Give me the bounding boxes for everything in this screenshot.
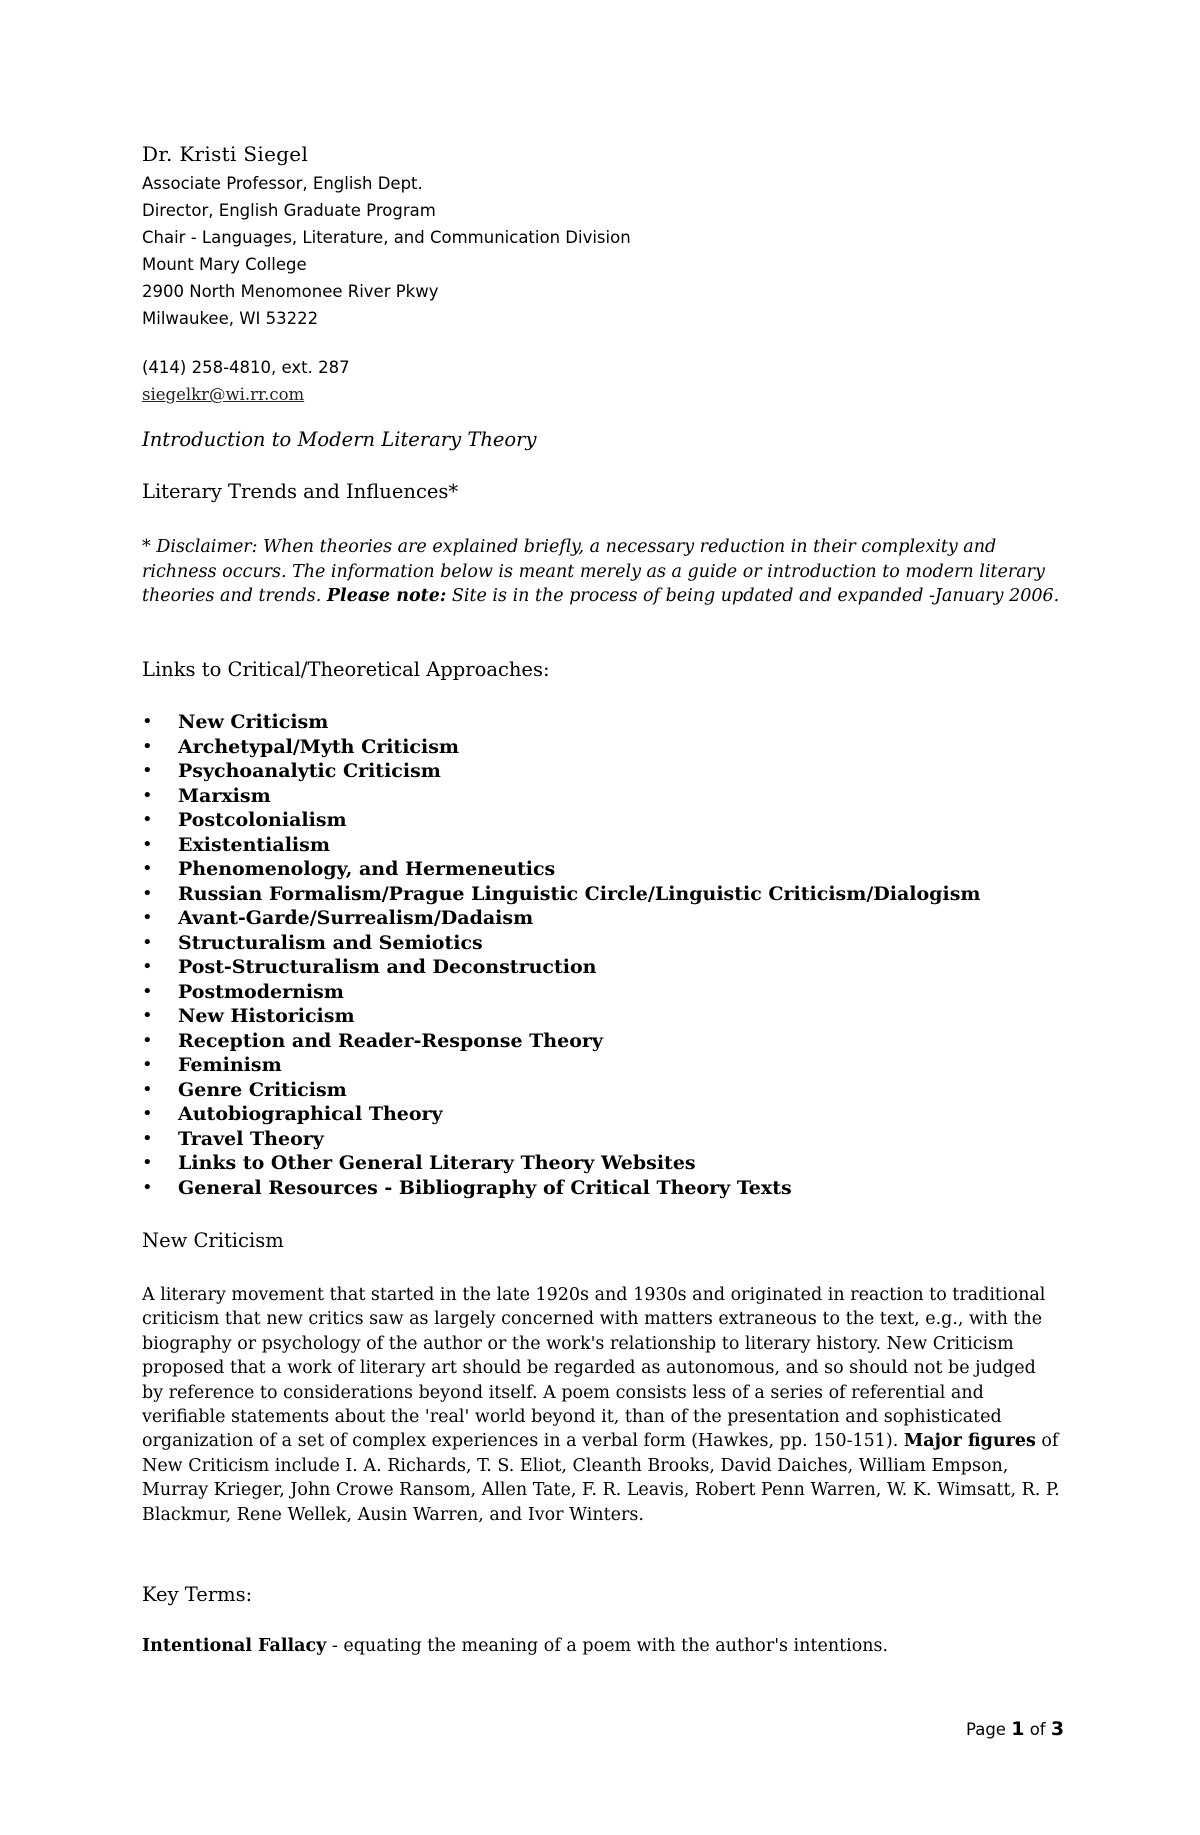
approach-link-avant-garde[interactable] (142, 906, 981, 931)
approach-link-psychoanalytic[interactable] (142, 759, 981, 784)
approach-link-label: Existentialism (178, 833, 330, 856)
phone-number: (414) 258-4810, ext. 287 (142, 358, 350, 377)
approach-link-label: Structuralism and Semiotics (178, 931, 483, 954)
major-figures-label: Major figures (903, 1431, 1036, 1452)
approach-link-label: Reception and Reader-Response Theory (178, 1029, 603, 1052)
new-criticism-heading: New Criticism (142, 1229, 284, 1252)
bullet: • (142, 735, 153, 757)
bullet: • (142, 784, 153, 806)
approach-link-label: Postmodernism (178, 980, 344, 1003)
approach-link-label: Genre Criticism (178, 1078, 347, 1101)
approach-link-structuralism[interactable] (142, 931, 981, 956)
approach-link-reader-response[interactable] (142, 1029, 981, 1054)
new-criticism-paragraph (142, 1283, 1062, 1527)
approach-link-feminism[interactable] (142, 1053, 981, 1078)
contact-line-title: Associate Professor, English Dept. (142, 174, 423, 193)
approach-link-other-websites[interactable] (142, 1151, 981, 1176)
contact-line-director: Director, English Graduate Program (142, 201, 436, 220)
bullet: • (142, 1152, 153, 1173)
approach-link-label: Avant-Garde/Surrealism/Dadaism (178, 907, 534, 929)
approach-link-postmodernism[interactable] (142, 980, 981, 1005)
bullet: • (142, 833, 153, 855)
bullet: • (142, 907, 153, 928)
contact-line-street: 2900 North Menomonee River Pkwy (142, 282, 439, 301)
disclaimer-note-label: Please note: (326, 586, 447, 606)
approach-link-label: Post-Structuralism and Deconstruction (178, 956, 597, 978)
approach-link-label: Archetypal/Myth Criticism (178, 735, 460, 758)
approach-link-label: Links to Other General Literary Theory Websites (178, 1152, 696, 1174)
approach-link-label: New Criticism (178, 711, 329, 733)
new-criticism-text: A literary movement that started in the late 1920s and 1930s and originated in reaction to traditional criticism that new critics saw as largely concerned with matters extraneous to the text, e.g., with the biography or psychology of the author or the work's relationship to literary history. New Criticism proposed that a work of literary art should be regarded as autonomous, and so should not be judged by reference to considerations beyond itself. A poem consists less of a series of referential and verifiable statements about the 'real' world beyond it, than of the presentation and sophisticated organization of a set of complex experiences in a verbal form (Hawkes, pp. 150-151). (142, 1285, 1046, 1452)
disclaimer-text: * Disclaimer: When theories are explained briefly, a necessary reduction in their complexity and richness occurs. The information below is meant merely as a guide or introduction to modern literary theories and trends. (142, 537, 1045, 606)
bullet: • (142, 1176, 153, 1198)
footer-of-word: of (1029, 1720, 1046, 1739)
bullet: • (142, 1078, 153, 1100)
approach-link-post-structuralism[interactable] (142, 955, 981, 980)
course-title: Introduction to Modern Literary Theory (142, 428, 537, 451)
bullet: • (142, 1054, 153, 1075)
approach-link-label: Postcolonialism (178, 809, 347, 831)
bullet: • (142, 1005, 153, 1026)
bullet: • (142, 931, 153, 953)
approach-link-label: General Resources - Bibliography of Critical Theory Texts (178, 1176, 792, 1199)
trends-title: Literary Trends and Influences* (142, 480, 459, 503)
footer-page-word: Page (966, 1720, 1006, 1739)
approach-link-travel-theory[interactable] (142, 1127, 981, 1152)
approach-link-label: Feminism (178, 1054, 282, 1076)
footer-page-total: 3 (1050, 1718, 1065, 1740)
key-term-entry (142, 1636, 888, 1656)
bullet: • (142, 1127, 153, 1149)
approach-link-label: Psychoanalytic Criticism (178, 760, 441, 782)
approach-link-postcolonialism[interactable] (142, 808, 981, 833)
key-term-definition: - equating the meaning of a poem with the author's intentions. (326, 1636, 889, 1656)
bullet: • (142, 711, 153, 732)
footer-page-number: 1 (1011, 1718, 1025, 1740)
bullet: • (142, 809, 153, 830)
key-term-name: Intentional Fallacy (142, 1636, 327, 1656)
approach-link-label: New Historicism (178, 1005, 355, 1027)
contact-block (142, 170, 631, 332)
approach-link-general-resources[interactable] (142, 1176, 981, 1201)
author-name: Dr. Kristi Siegel (142, 142, 309, 166)
page-footer (966, 1718, 1064, 1740)
approach-link-new-historicism[interactable] (142, 1004, 981, 1029)
approach-link-phenomenology[interactable] (142, 857, 981, 882)
contact-line-chair: Chair - Languages, Literature, and Communication Division (142, 228, 631, 247)
phone-email-block (142, 354, 350, 408)
bullet: • (142, 882, 153, 904)
approach-link-label: Autobiographical Theory (178, 1103, 443, 1125)
bullet: • (142, 760, 153, 781)
email-link[interactable]: siegelkr@wi.rr.com (142, 385, 305, 404)
approach-link-label: Phenomenology, and Hermeneutics (178, 858, 556, 880)
bullet: • (142, 1029, 153, 1051)
approach-link-marxism[interactable] (142, 784, 981, 809)
approach-link-label: Russian Formalism/Prague Linguistic Circle/Linguistic Criticism/Dialogism (178, 882, 981, 905)
approach-link-autobiographical[interactable] (142, 1102, 981, 1127)
approach-link-genre-criticism[interactable] (142, 1078, 981, 1103)
links-heading: Links to Critical/Theoretical Approaches: (142, 658, 550, 681)
disclaimer-note-text: Site is in the process of being updated and expanded -January 2006. (446, 586, 1060, 606)
bullet: • (142, 1103, 153, 1124)
key-terms-heading: Key Terms: (142, 1583, 253, 1606)
approach-link-label: Marxism (178, 784, 271, 807)
bullet: • (142, 980, 153, 1002)
bullet: • (142, 956, 153, 977)
approach-link-new-criticism[interactable] (142, 710, 981, 735)
disclaimer (142, 535, 1062, 609)
approach-link-existentialism[interactable] (142, 833, 981, 858)
approach-link-archetypal-myth[interactable] (142, 735, 981, 760)
approach-links-list (142, 710, 981, 1200)
approach-link-russian-formalism[interactable] (142, 882, 981, 907)
approach-link-label: Travel Theory (178, 1127, 324, 1150)
contact-line-college: Mount Mary College (142, 255, 307, 274)
major-figures-text: of New Criticism include I. A. Richards, T. S. Eliot, Cleanth Brooks, David Daiches, William Empson, Murray Krieger, John Crowe Ransom, Allen Tate, F. R. Leavis, Robert Penn Warren, W. K. Wimsatt, R. P. Blackmur, Rene Wellek, Ausin Warren, and Ivor Winters. (142, 1431, 1060, 1525)
bullet: • (142, 858, 153, 879)
contact-line-city: Milwaukee, WI 53222 (142, 309, 319, 328)
